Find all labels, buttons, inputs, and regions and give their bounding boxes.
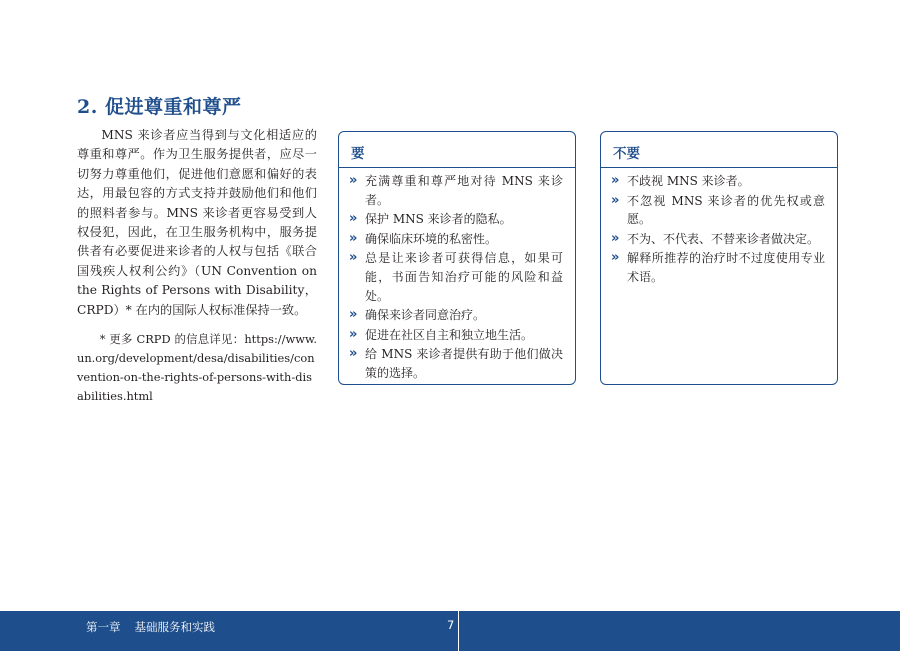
do-list-item [349,345,563,382]
chapter-number: 第一章 [86,620,121,634]
dont-list-item [611,249,825,286]
do-item-text: 确保来诊者同意治疗。 [365,308,486,323]
chevron-double-right-icon: » [349,326,358,342]
footer-divider [458,611,459,651]
chevron-double-right-icon: » [611,173,620,188]
footnote: * 更多 CRPD 的信息详见：https://www.un.org/development/desa/disabilities/convention-on-the-rights-of-persons-with-disabilities.html [77,332,317,403]
do-box-title: 要 [351,146,365,162]
dont-item-text: 不为、不代表、不替来诊者做决定。 [627,231,820,246]
do-item-text: 促进在社区自主和独立地生活。 [365,327,534,342]
body-paragraph: MNS 来诊者应当得到与文化相适应的尊重和尊严。作为卫生服务提供者，应尽一切努力尊重他们，促进他们意愿和偏好的表达，用最包容的方式支持并鼓励他们和他们的照料者参与。MNS 来诊者更容易受到人权侵犯，因此，在卫生服务机构中，服务提供者有必要促进来诊者的人权与包括《联合国残疾人权利公约》（UN Convention on the Rights of Persons with Disability，CRPD）* 在内的国际人权标准保持一致。 [77,128,317,317]
do-list-item [349,172,563,209]
do-item-text: 充满尊重和尊严地对待 MNS 来诊者。 [365,174,563,207]
chevron-double-right-icon: » [349,346,358,362]
do-list-item [349,326,563,345]
chevron-double-right-icon: » [611,250,620,266]
dont-list-item [611,230,825,249]
chevron-double-right-icon: » [611,192,620,208]
dont-item-text: 不忽视 MNS 来诊者的优先权或意愿。 [627,193,825,227]
dont-box-title: 不要 [613,146,640,162]
section-heading: 2. 促进尊重和尊严 [77,96,242,118]
do-item-text: 保护 MNS 来诊者的隐私。 [365,212,512,227]
do-item-text: 总是让来诊者可获得信息，如果可能，书面告知治疗可能的风险和益处。 [365,251,563,303]
chevron-double-right-icon: » [349,230,358,246]
do-item-text: 给 MNS 来诊者提供有助于他们做决策的选择。 [365,347,563,380]
dont-list [611,172,825,288]
do-box [338,131,576,385]
do-list-item [349,230,563,249]
page-number: 7 [447,618,455,632]
chevron-double-right-icon: » [349,173,358,188]
do-list [349,172,563,384]
body-paragraph-container [77,126,317,320]
footer-chapter [86,619,215,635]
do-list-item [349,249,563,305]
do-list-item [349,210,563,229]
chevron-double-right-icon: » [349,250,358,266]
dont-box-divider [601,167,837,168]
chevron-double-right-icon: » [349,307,358,323]
do-list-item [349,306,563,325]
do-item-text: 确保临床环境的私密性。 [365,231,498,246]
dont-item-text: 解释所推荐的治疗时不过度使用专业术语。 [627,251,825,284]
footnote-container [77,330,317,406]
dont-list-item [611,172,825,191]
do-box-divider [339,167,575,168]
dont-item-text: 不歧视 MNS 来诊者。 [627,174,750,188]
dont-box [600,131,838,385]
dont-list-item [611,192,825,229]
page-footer [0,611,900,651]
chevron-double-right-icon: » [611,230,620,246]
chapter-title: 基础服务和实践 [134,620,215,634]
chevron-double-right-icon: » [349,211,358,227]
